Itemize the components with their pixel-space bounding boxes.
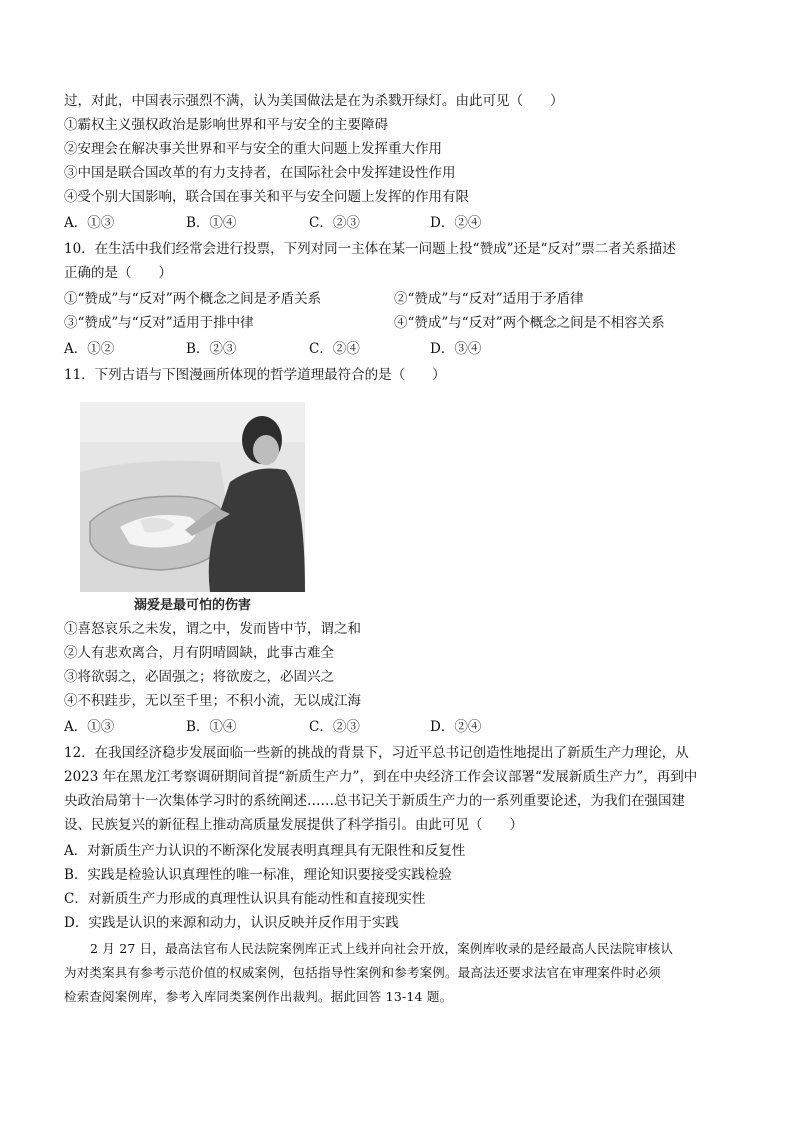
- q10-stem-line2: 正确的是（ ）: [64, 265, 172, 281]
- q9-choice-d: D．②④: [430, 215, 482, 231]
- q11-statement-3: ③将欲弱之，必固强之；将欲废之，必固兴之: [64, 669, 334, 685]
- q11-choice-a: A．①③: [64, 719, 115, 735]
- q11-choice-d: D．②④: [430, 719, 482, 735]
- q9-statement-3: ③中国是联合国改革的有力支持者，在国际社会中发挥建设性作用: [64, 165, 456, 181]
- q9-statement-2: ②安理会在解决事关世界和平与安全的重大问题上发挥重大作用: [64, 141, 442, 157]
- q9-choice-a: A．①③: [64, 215, 115, 231]
- q9-statement-1: ①霸权主义强权政治是影响世界和平与安全的主要障碍: [64, 117, 388, 133]
- q12-option-b: B．实践是检验认识真理性的唯一标准，理论知识要接受实践检验: [64, 867, 452, 883]
- material-line3: 检索查阅案例库，参考入库同类案例作出裁判。据此回答 13-14 题。: [64, 989, 453, 1004]
- q9-statement-4: ④受个别大国影响，联合国在事关和平与安全问题上发挥的作用有限: [64, 189, 469, 205]
- cartoon-caption: 溺爱是最可怕的伤害: [133, 598, 251, 613]
- q10-statement-1: ①“赞成”与“反对”两个概念之间是矛盾关系: [64, 291, 322, 307]
- q10-statement-3: ③“赞成”与“反对”适用于排中律: [64, 315, 254, 331]
- q10-stem-line1: 10．在生活中我们经常会进行投票，下列对同一主体在某一问题上投“赞成”还是“反对”票二者关系描述: [64, 241, 676, 257]
- material-line1: 2 月 27 日，最高法官布人民法院案例库正式上线并向社会开放，案例库收录的是经最高人民法院审核认: [90, 941, 674, 956]
- q10-choice-b: B．②③: [186, 341, 237, 357]
- q12-option-a: A．对新质生产力认识的不断深化发展表明真理具有无限性和反复性: [64, 843, 466, 859]
- q10-choice-c: C．②④: [309, 341, 360, 357]
- q11-choice-b: B．①④: [186, 719, 237, 735]
- q9-stem: 过，对此，中国表示强烈不满，认为美国做法是在为杀戮开绿灯。由此可见（ ）: [64, 93, 564, 109]
- q9-choice-c: C．②③: [309, 215, 360, 231]
- cartoon-photo: [80, 402, 305, 592]
- q11-statement-1: ①喜怒哀乐之未发，谓之中，发而皆中节，谓之和: [64, 621, 361, 637]
- q11-cartoon: [80, 402, 305, 612]
- cartoon-illustration: [80, 402, 305, 592]
- q12-stem-line1: 12．在我国经济稳步发展面临一些新的挑战的背景下，习近平总书记创造性地提出了新质生产力理论，从: [64, 745, 689, 761]
- material-line2: 为对类案具有参考示范价值的权威案例，包括指导性案例和参考案例。最高法还要求法官在审理案件时必须: [64, 965, 661, 980]
- q12-option-c: C．对新质生产力形成的真理性认识具有能动性和直接现实性: [64, 891, 426, 907]
- q11-choice-c: C．②③: [309, 719, 360, 735]
- q11-stem: 11．下列古语与下图漫画所体现的哲学道理最符合的是（ ）: [64, 367, 446, 383]
- q12-stem-line2: 2023 年在黑龙江考察调研期间首提“新质生产力”，到在中央经济工作会议部署“发展新质生产力”，再到中: [64, 769, 698, 785]
- q12-stem-line4: 设、民族复兴的新征程上推动高质量发展提供了科学指引。由此可见（ ）: [64, 817, 523, 833]
- q9-choice-b: B．①④: [186, 215, 237, 231]
- q11-statement-2: ②人有悲欢离合，月有阴晴圆缺，此事古难全: [64, 645, 334, 661]
- q10-choice-d: D．③④: [430, 341, 482, 357]
- q12-stem-line3: 央政治局第十一次集体学习时的系统阐述……总书记关于新质生产力的一系列重要论述，为我们在强国建: [64, 793, 685, 809]
- q12-option-d: D．实践是认识的来源和动力，认识反映并反作用于实践: [64, 915, 399, 931]
- q10-statement-4: ④“赞成”与“反对”两个概念之间是不相容关系: [394, 315, 665, 331]
- q10-choice-a: A．①②: [64, 341, 115, 357]
- q10-statement-2: ②“赞成”与“反对”适用于矛盾律: [394, 291, 584, 307]
- q11-statement-4: ④不积跬步，无以至千里；不积小流，无以成江海: [64, 693, 361, 709]
